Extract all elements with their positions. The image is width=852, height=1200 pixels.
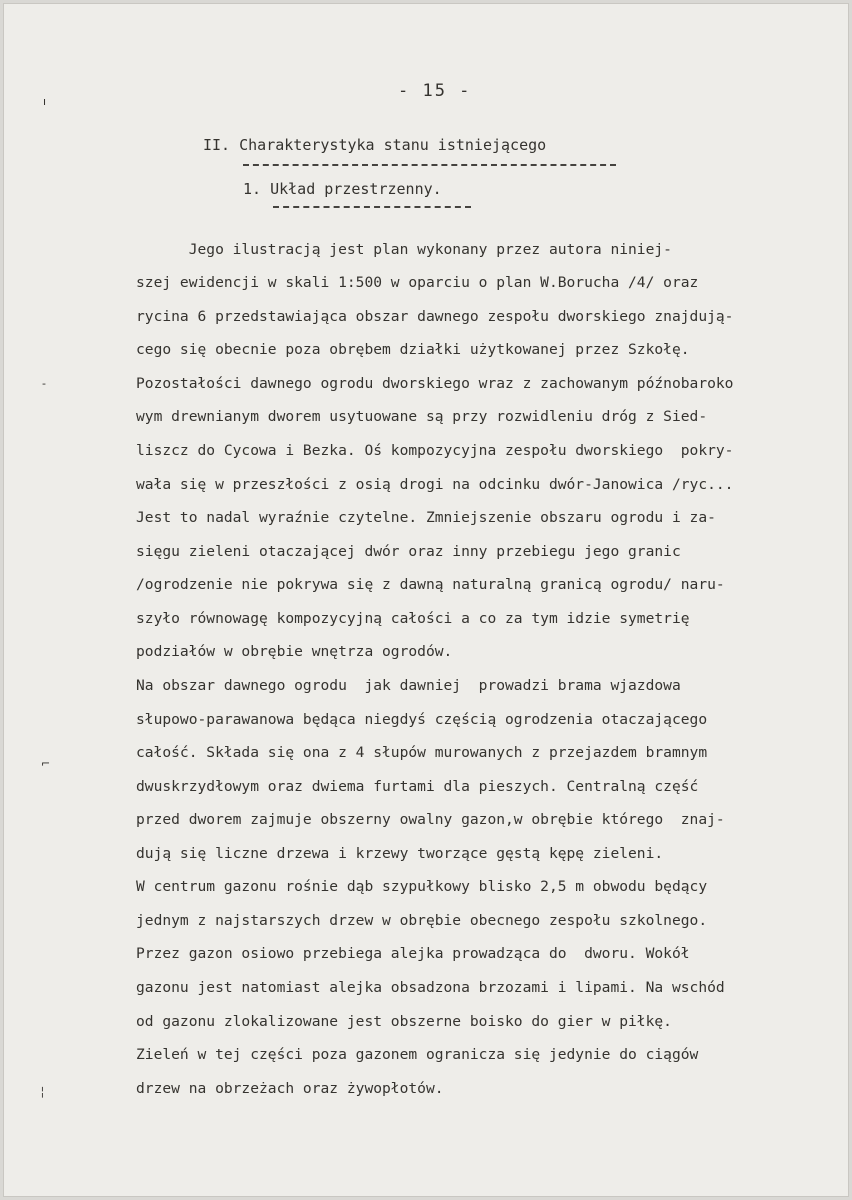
paragraph-line: Jest to nadal wyraźnie czytelne. Zmniejszenie obszaru ogrodu i za- [136,509,716,526]
paragraph-line: liszcz do Cycowa i Bezka. Oś kompozycyjna zespołu dworskiego pokry- [136,442,734,459]
paragraph-line: Przez gazon osiowo przebiega alejka prowadząca do dworu. Wokół [136,945,690,962]
subsection-title: 1. Układ przestrzenny. [243,180,442,198]
section-title-underline [243,164,616,166]
paragraph-line: szyło równowagę kompozycyjną całości a co za tym idzie symetrię [136,610,690,627]
paragraph-line: sięgu zieleni otaczającej dwór oraz inny przebiegu jego granic [136,543,681,560]
paragraph-line: przed dworem zajmuje obszerny owalny gazon,w obrębie którego znaj- [136,811,725,828]
paragraph-line: rycina 6 przedstawiająca obszar dawnego zespołu dworskiego znajdują- [136,308,734,325]
margin-ink-mark-icon: ╎ [39,1086,46,1099]
paragraph-line: słupowo-parawanowa będąca niegdyś częścią ogrodzenia otaczającego [136,711,708,728]
paragraph-line: jednym z najstarszych drzew w obrębie obecnego zespołu szkolnego. [136,912,708,929]
paragraph-line: od gazonu zlokalizowane jest obszerne boisko do gier w piłkę. [136,1013,672,1030]
paragraph-line: podziałów w obrębie wnętrza ogrodów. [136,643,453,660]
section-title: II. Charakterystyka stanu istniejącego [203,136,547,154]
paragraph-line: dwuskrzydłowym oraz dwiema furtami dla pieszych. Centralną część [136,778,699,795]
paragraph-line: gazonu jest natomiast alejka obsadzona brzozami i lipami. Na wschód [136,979,725,996]
page-number: - 15 - [398,81,472,101]
paragraph-line: dują się liczne drzewa i krzewy tworzące gęstą kępę zieleni. [136,845,664,862]
paragraph-line: cego się obecnie poza obrębem działki użytkowanej przez Szkołę. [136,341,690,358]
margin-ink-mark-icon: ⌐ [41,757,51,770]
subsection-title-underline [273,206,471,208]
paragraph-line: Jego ilustracją jest plan wykonany przez autora niniej- [136,241,672,258]
paragraph-line: Na obszar dawnego ogrodu jak dawniej prowadzi brama wjazdowa [136,677,681,694]
margin-ink-mark-icon: ı [43,95,47,108]
paragraph-line: całość. Składa się ona z 4 słupów murowanych z przejazdem bramnym [136,744,708,761]
paragraph-line: W centrum gazonu rośnie dąb szypułkowy blisko 2,5 m obwodu będący [136,878,708,895]
paragraph-line: Zieleń w tej części poza gazonem ogranicza się jedynie do ciągów [136,1046,699,1063]
paragraph-line: Pozostałości dawnego ogrodu dworskiego wraz z zachowanym późnobaroko [136,375,734,392]
paragraph-line: /ogrodzenie nie pokrywa się z dawną naturalną granicą ogrodu/ naru- [136,576,725,593]
paragraph-line: wym drewnianym dworem usytuowane są przy rozwidleniu dróg z Sied- [136,408,708,425]
margin-ink-mark-icon: ‐ [42,377,46,390]
paragraph-line: drzew na obrzeżach oraz żywopłotów. [136,1080,444,1097]
document-page [3,3,849,1197]
paragraph-line: szej ewidencji w skali 1:500 w oparciu o plan W.Borucha /4/ oraz [136,274,699,291]
paragraph-line: wała się w przeszłości z osią drogi na odcinku dwór-Janowica /ryc... [136,476,734,493]
